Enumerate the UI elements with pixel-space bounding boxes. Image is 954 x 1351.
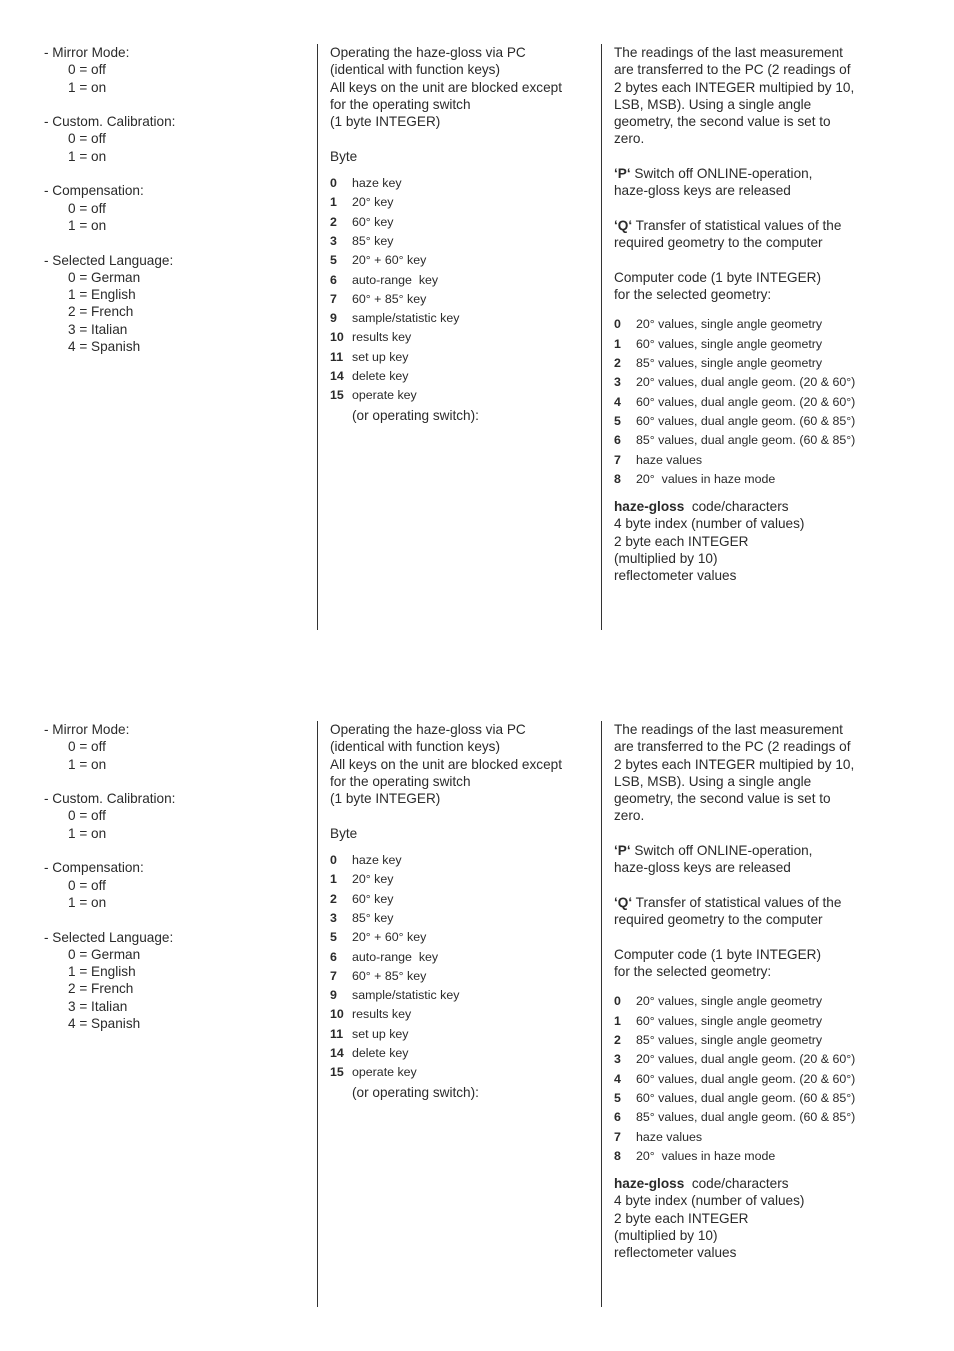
key-item-label: 85° key [352, 910, 394, 925]
geometry-item [614, 1012, 924, 1031]
intro-line: Operating the haze-gloss via PC [330, 722, 526, 737]
geometry-item-number: 8 [614, 1148, 621, 1163]
key-item-number: 15 [330, 1065, 344, 1080]
geometry-item-number: 8 [614, 471, 621, 486]
intro-line: (1 byte INTEGER) [330, 791, 441, 807]
intro-line: geometry, the second value is set to [614, 791, 831, 807]
key-item [330, 367, 592, 386]
key-list [330, 851, 592, 1083]
key-item-label: delete key [352, 369, 409, 384]
intro-line: (identical with function keys) [330, 62, 500, 78]
key-item-label: operate key [352, 1065, 417, 1080]
haze-gloss-rest: code/characters [684, 1176, 789, 1192]
geometry-item-number: 6 [614, 433, 621, 448]
geometry-item-label: 85° values, single angle geometry [636, 356, 823, 371]
geometry-item-number: 4 [614, 1071, 621, 1086]
key-item-label: 20° key [352, 872, 394, 887]
geometry-item-label: 60° values, dual angle geom. (20 & 60°) [636, 394, 856, 409]
key-item-label: 60° + 85° key [352, 968, 427, 983]
haze-gloss-rest: code/characters [684, 499, 789, 515]
setting-option: 1 = English [68, 287, 136, 303]
key-item-number: 7 [330, 968, 337, 983]
key-item [330, 967, 592, 986]
setting-title: - Mirror Mode: [44, 45, 130, 60]
format-line: 4 byte index (number of values) [614, 516, 805, 532]
key-item-number: 2 [330, 214, 337, 229]
setting-option: 4 = Spanish [68, 339, 141, 355]
key-item-label: auto-range key [352, 272, 439, 287]
q-code: ‘Q‘ [614, 894, 633, 910]
p-line1: Switch off ONLINE-operation, [630, 166, 813, 182]
q-line2: required geometry to the computer [614, 235, 823, 251]
key-item [330, 1063, 592, 1082]
setting-title: - Custom. Calibration: [44, 791, 176, 807]
key-item-label: delete key [352, 1046, 409, 1061]
key-list-trailer: (or operating switch): [352, 407, 479, 423]
key-item [330, 213, 592, 232]
haze-gloss-label: haze-gloss [614, 499, 685, 515]
intro-line: 2 bytes each INTEGER multipied by 10, [614, 756, 855, 772]
key-item-label: results key [352, 330, 412, 345]
geometry-item-number: 1 [614, 1013, 621, 1028]
setting-option: 4 = Spanish [68, 1016, 141, 1032]
geometry-item [614, 1147, 924, 1166]
setting-title: - Custom. Calibration: [44, 114, 176, 130]
geometry-item [614, 1108, 924, 1127]
setting-option: 0 = off [68, 131, 106, 147]
key-item-number: 6 [330, 272, 337, 287]
setting-option: 3 = Italian [68, 998, 128, 1014]
format-line: (multiplied by 10) [614, 1228, 718, 1244]
format-line: reflectometer values [614, 1245, 737, 1261]
key-item-label: 20° + 60° key [352, 253, 427, 268]
geometry-item-number: 5 [614, 1090, 621, 1105]
geometry-item-label: 60° values, single angle geometry [636, 1013, 823, 1028]
transfer-column [614, 44, 924, 585]
geometry-item-label: 20° values, dual angle geom. (20 & 60°) [636, 1052, 856, 1067]
intro-line: 2 bytes each INTEGER multipied by 10, [614, 79, 855, 95]
q-line1: Transfer of statistical values of the [632, 894, 842, 910]
key-item-number: 14 [330, 1046, 344, 1061]
geometry-item-label: 60° values, dual angle geom. (60 & 85°) [636, 413, 856, 428]
geometry-item-label: 20° values, single angle geometry [636, 994, 823, 1009]
geometry-item-number: 6 [614, 1110, 621, 1125]
geometry-item-label: 20° values, single angle geometry [636, 317, 823, 332]
key-item-label: results key [352, 1007, 412, 1022]
geometry-item-number: 2 [614, 1033, 621, 1048]
geometry-item-label: haze values [636, 452, 703, 467]
geometry-item [614, 373, 924, 392]
key-item [330, 232, 592, 251]
key-item-number: 15 [330, 388, 344, 403]
key-item-number: 6 [330, 949, 337, 964]
setting-title: - Mirror Mode: [44, 722, 130, 737]
intro-line: geometry, the second value is set to [614, 114, 831, 130]
transfer-column [614, 721, 924, 1262]
key-item-label: sample/statistic key [352, 988, 460, 1003]
setting-option: 0 = off [68, 877, 106, 893]
haze-gloss-lines [614, 1192, 924, 1261]
q-line1: Transfer of statistical values of the [632, 217, 842, 233]
key-item-number: 1 [330, 195, 337, 210]
p-line2: haze-gloss keys are released [614, 183, 791, 199]
key-item-label: set up key [352, 1026, 409, 1041]
p-code: ‘P‘ [614, 166, 631, 182]
setting-option: 1 = English [68, 964, 136, 980]
intro-line: for the selected geometry: [614, 964, 772, 980]
key-item-number: 5 [330, 930, 337, 945]
setting-option: 1 = on [68, 217, 107, 233]
geometry-item-number: 4 [614, 394, 621, 409]
settings-groups [44, 721, 294, 1032]
intro-line: All keys on the unit are blocked except [330, 756, 562, 772]
geometry-item-label: 20° values in haze mode [636, 1148, 776, 1163]
key-item-label: 85° key [352, 233, 394, 248]
setting-option: 0 = German [68, 269, 141, 285]
key-item-number: 10 [330, 1007, 344, 1022]
key-item [330, 251, 592, 270]
key-item [330, 851, 592, 870]
keys-intro [330, 721, 592, 807]
haze-gloss-format [614, 1175, 924, 1192]
setting-option: 2 = French [68, 304, 134, 320]
intro-line: zero. [614, 808, 645, 824]
geometry-item [614, 1089, 924, 1108]
key-item [330, 193, 592, 212]
geometry-item [614, 1070, 924, 1089]
intro-line: are transferred to the PC (2 readings of [614, 62, 851, 78]
key-item-number: 2 [330, 891, 337, 906]
geometry-item [614, 992, 924, 1011]
key-list [330, 174, 592, 406]
key-item-number: 0 [330, 176, 337, 191]
code-intro [614, 946, 924, 981]
byte-label: Byte [330, 825, 358, 841]
intro-line: Computer code (1 byte INTEGER) [614, 269, 821, 285]
intro-line: The readings of the last measurement [614, 722, 843, 737]
geometry-item-label: haze values [636, 1129, 703, 1144]
format-line: (multiplied by 10) [614, 551, 718, 567]
key-item-label: 60° key [352, 891, 394, 906]
setting-title: - Selected Language: [44, 252, 174, 268]
geometry-item-label: 85° values, dual angle geom. (60 & 85°) [636, 433, 856, 448]
key-item [330, 890, 592, 909]
byte-label: Byte [330, 148, 358, 164]
geometry-item-label: 20° values, dual angle geom. (20 & 60°) [636, 375, 856, 390]
setting-option: 1 = on [68, 148, 107, 164]
geometry-item [614, 354, 924, 373]
geometry-item-number: 1 [614, 336, 621, 351]
geometry-item [614, 451, 924, 470]
keys-column [330, 721, 592, 1102]
intro-line: LSB, MSB). Using a single angle [614, 96, 812, 112]
q-command [614, 217, 924, 252]
format-line: reflectometer values [614, 568, 737, 584]
geometry-item-label: 60° values, dual angle geom. (20 & 60°) [636, 1071, 856, 1086]
column-divider [317, 721, 318, 1307]
intro-line: are transferred to the PC (2 readings of [614, 739, 851, 755]
geometry-item-number: 5 [614, 413, 621, 428]
transfer-intro [614, 44, 924, 148]
key-item [330, 309, 592, 328]
intro-line: (identical with function keys) [330, 739, 500, 755]
key-item [330, 271, 592, 290]
key-item [330, 1044, 592, 1063]
page-section [0, 721, 954, 1321]
setting-option: 2 = French [68, 981, 134, 997]
geometry-item-label: 20° values in haze mode [636, 471, 776, 486]
key-item-label: operate key [352, 388, 417, 403]
p-command [614, 165, 924, 200]
page-section [0, 44, 954, 644]
geometry-item-number: 2 [614, 356, 621, 371]
key-item-label: sample/statistic key [352, 311, 460, 326]
key-item [330, 386, 592, 405]
intro-line: The readings of the last measurement [614, 45, 843, 60]
settings-column [44, 721, 294, 1032]
setting-option: 1 = on [68, 825, 107, 841]
column-divider [317, 44, 318, 630]
q-line2: required geometry to the computer [614, 912, 823, 928]
geometry-list [614, 315, 924, 489]
geometry-item-number: 7 [614, 1129, 621, 1144]
key-item [330, 948, 592, 967]
key-item-label: set up key [352, 349, 409, 364]
key-item-label: auto-range key [352, 949, 439, 964]
setting-option: 0 = off [68, 808, 106, 824]
intro-line: for the operating switch [330, 96, 471, 112]
geometry-item-number: 3 [614, 1052, 621, 1067]
key-item [330, 290, 592, 309]
p-code: ‘P‘ [614, 843, 631, 859]
p-command [614, 842, 924, 877]
setting-title: - Selected Language: [44, 929, 174, 945]
setting-option: 1 = on [68, 756, 107, 772]
key-item [330, 986, 592, 1005]
geometry-item-number: 0 [614, 317, 621, 332]
key-item-label: 20° key [352, 195, 394, 210]
haze-gloss-format [614, 498, 924, 515]
keys-intro [330, 44, 592, 130]
intro-line: for the selected geometry: [614, 287, 772, 303]
key-item-number: 7 [330, 291, 337, 306]
q-command [614, 894, 924, 929]
geometry-item-label: 60° values, single angle geometry [636, 336, 823, 351]
key-item [330, 348, 592, 367]
geometry-item [614, 1128, 924, 1147]
key-item-number: 3 [330, 910, 337, 925]
key-item-number: 5 [330, 253, 337, 268]
column-divider [601, 721, 602, 1307]
keys-column [330, 44, 592, 425]
geometry-item-number: 3 [614, 375, 621, 390]
key-item-label: 20° + 60° key [352, 930, 427, 945]
intro-line: Operating the haze-gloss via PC [330, 45, 526, 60]
q-code: ‘Q‘ [614, 217, 633, 233]
intro-line: All keys on the unit are blocked except [330, 79, 562, 95]
intro-line: LSB, MSB). Using a single angle [614, 773, 812, 789]
geometry-item-label: 85° values, dual angle geom. (60 & 85°) [636, 1110, 856, 1125]
setting-title: - Compensation: [44, 183, 144, 199]
intro-line: for the operating switch [330, 773, 471, 789]
transfer-intro [614, 721, 924, 825]
key-item [330, 928, 592, 947]
geometry-list [614, 992, 924, 1166]
geometry-item-label: 85° values, single angle geometry [636, 1033, 823, 1048]
geometry-item [614, 393, 924, 412]
key-item-number: 9 [330, 988, 337, 1003]
format-line: 2 byte each INTEGER [614, 1210, 749, 1226]
geometry-item [614, 315, 924, 334]
setting-option: 0 = German [68, 946, 141, 962]
intro-line: zero. [614, 131, 645, 147]
haze-gloss-lines [614, 515, 924, 584]
key-item-number: 0 [330, 853, 337, 868]
intro-line: (1 byte INTEGER) [330, 114, 441, 130]
key-item-number: 11 [330, 349, 344, 364]
key-item-label: haze key [352, 853, 402, 868]
setting-option: 0 = off [68, 739, 106, 755]
key-item [330, 1005, 592, 1024]
settings-column [44, 44, 294, 355]
geometry-item [614, 335, 924, 354]
setting-title: - Compensation: [44, 860, 144, 876]
geometry-item-number: 7 [614, 452, 621, 467]
key-item-number: 9 [330, 311, 337, 326]
key-item-number: 3 [330, 233, 337, 248]
p-line1: Switch off ONLINE-operation, [630, 843, 813, 859]
column-divider [601, 44, 602, 630]
geometry-item [614, 1031, 924, 1050]
key-item [330, 1025, 592, 1044]
key-item-number: 11 [330, 1026, 344, 1041]
key-item [330, 174, 592, 193]
settings-groups [44, 44, 294, 355]
key-item-number: 10 [330, 330, 344, 345]
key-item-label: 60° + 85° key [352, 291, 427, 306]
key-item [330, 909, 592, 928]
geometry-item-label: 60° values, dual angle geom. (60 & 85°) [636, 1090, 856, 1105]
setting-option: 1 = on [68, 79, 107, 95]
intro-line: Computer code (1 byte INTEGER) [614, 946, 821, 962]
key-item-number: 14 [330, 369, 344, 384]
geometry-item [614, 1050, 924, 1069]
key-item [330, 870, 592, 889]
geometry-item [614, 431, 924, 450]
geometry-item-number: 0 [614, 994, 621, 1009]
setting-option: 1 = on [68, 894, 107, 910]
geometry-item [614, 412, 924, 431]
key-item-label: haze key [352, 176, 402, 191]
key-list-trailer: (or operating switch): [352, 1084, 479, 1100]
key-item-number: 1 [330, 872, 337, 887]
format-line: 2 byte each INTEGER [614, 533, 749, 549]
format-line: 4 byte index (number of values) [614, 1193, 805, 1209]
setting-option: 0 = off [68, 200, 106, 216]
haze-gloss-label: haze-gloss [614, 1176, 685, 1192]
key-item-label: 60° key [352, 214, 394, 229]
geometry-item [614, 470, 924, 489]
p-line2: haze-gloss keys are released [614, 860, 791, 876]
code-intro [614, 269, 924, 304]
key-item [330, 328, 592, 347]
setting-option: 0 = off [68, 62, 106, 78]
setting-option: 3 = Italian [68, 321, 128, 337]
